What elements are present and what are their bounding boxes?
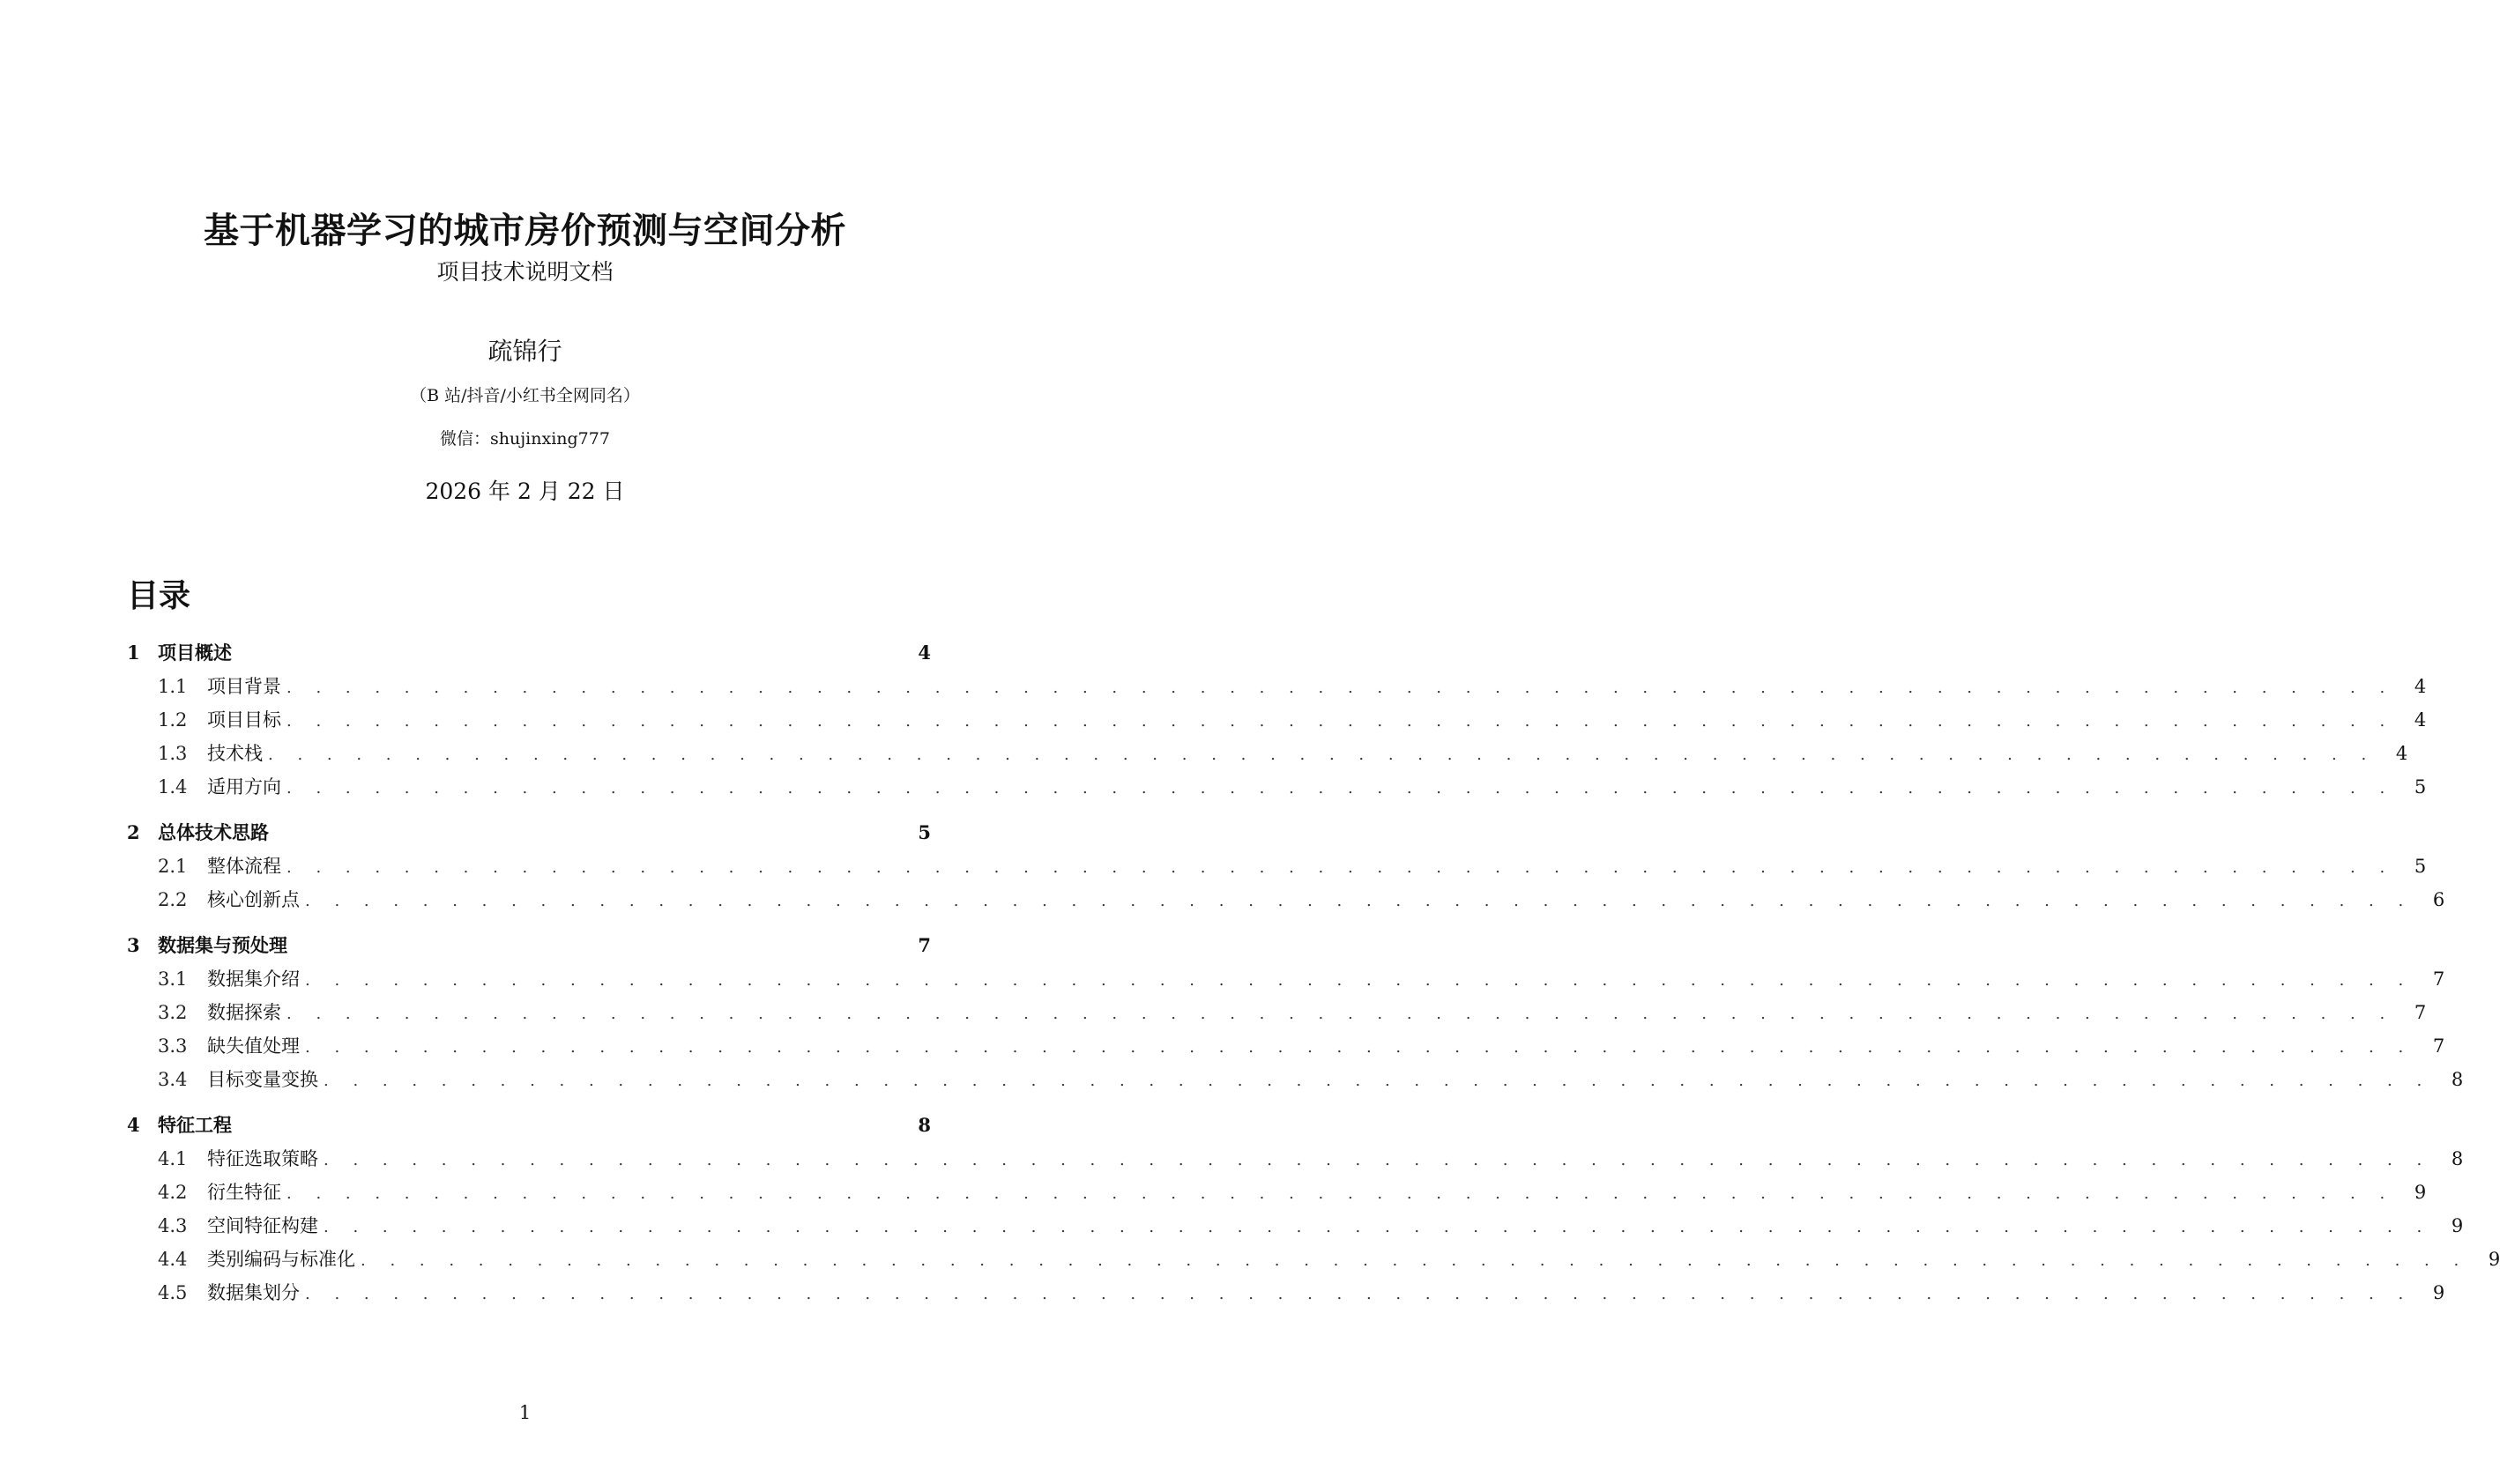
toc-subsection-page: 9: [2414, 1182, 2427, 1203]
toc-subsection-page: 5: [2414, 856, 2427, 877]
toc-subsection-page: 7: [2432, 968, 2445, 990]
toc-subsection-number: 4.2: [158, 1182, 188, 1203]
toc-section-page: 7: [918, 934, 931, 956]
toc-subsection-label: 核心创新点: [207, 889, 300, 910]
toc-section: [127, 929, 2464, 1096]
toc-subsection-page: 8: [2451, 1069, 2464, 1090]
toc-section-page: 4: [918, 642, 931, 664]
toc-heading: 目录: [127, 577, 191, 614]
toc-subsection-label: 类别编码与标准化: [207, 1249, 355, 1270]
toc-dot-leader: . . . . . . . . . . . . . . . . . . . . . . . . . . . . . . . . . . . . . . . . . . . . . . . . . . . . . . . . . . . . . . . . . . . . . . . .: [324, 1151, 2432, 1169]
toc-dot-leader: . . . . . . . . . . . . . . . . . . . . . . . . . . . . . . . . . . . . . . . . . . . . . . . . . . . . . . . . . . . . . . . . . . . . . . . .: [286, 779, 2395, 798]
document-subtitle: 项目技术说明文档: [436, 259, 614, 285]
toc-subsection-label: 衍生特征: [207, 1182, 281, 1203]
toc-section: [127, 1109, 2500, 1310]
toc-subsection-number: 2.1: [158, 856, 188, 877]
toc-entry-subsection-4-2[interactable]: [127, 1176, 2427, 1209]
toc-subsection-page: 5: [2414, 776, 2427, 798]
toc-section-label: 特征工程: [158, 1114, 232, 1136]
toc-subsection-number: 3.2: [158, 1002, 188, 1023]
toc-entry-subsection-1-2[interactable]: [127, 703, 2427, 737]
toc-section-page: 8: [918, 1114, 931, 1136]
toc-entry-section-1[interactable]: [127, 636, 931, 670]
toc-section: [127, 636, 2427, 804]
toc-subsection-number: 1.4: [158, 776, 188, 798]
toc-subsection-number: 3.1: [158, 968, 188, 990]
author-name: 疏锦行: [487, 337, 562, 366]
toc-section-number: 4: [127, 1114, 140, 1136]
toc-entry-section-2[interactable]: [127, 816, 931, 850]
author-wechat: 微信：shujinxing777: [440, 429, 610, 449]
toc-dot-leader: . . . . . . . . . . . . . . . . . . . . . . . . . . . . . . . . . . . . . . . . . . . . . . . . . . . . . . . . . . . . . . . . . . . . . . . .: [286, 712, 2395, 731]
toc-dot-leader: . . . . . . . . . . . . . . . . . . . . . . . . . . . . . . . . . . . . . . . . . . . . . . . . . . . . . . . . . . . . . . . . . . . . . . . .: [286, 679, 2395, 697]
toc-subsection-label: 整体流程: [207, 856, 281, 877]
toc-section-number: 2: [127, 821, 140, 843]
document-title: 基于机器学习的城市房价预测与空间分析: [204, 210, 846, 251]
toc-section: [127, 816, 2445, 916]
toc-subsection-number: 4.4: [158, 1249, 188, 1270]
toc-entry-subsection-3-2[interactable]: [127, 996, 2427, 1029]
toc-subsection-page: 7: [2432, 1035, 2445, 1057]
toc-section-label: 数据集与预处理: [158, 934, 287, 956]
toc-subsection-number: 1.1: [158, 676, 188, 697]
toc-subsection-label: 数据集介绍: [207, 968, 300, 990]
toc-subsection-number: 4.5: [158, 1282, 188, 1303]
toc-subsection-number: 3.4: [158, 1069, 188, 1090]
toc-entry-subsection-1-4[interactable]: [127, 770, 2427, 804]
toc-entry-subsection-4-1[interactable]: [127, 1142, 2464, 1176]
toc-dot-leader: . . . . . . . . . . . . . . . . . . . . . . . . . . . . . . . . . . . . . . . . . . . . . . . . . . . . . . . . . . . . . . . . . . . . . . . .: [324, 1218, 2432, 1236]
toc-subsection-label: 适用方向: [207, 776, 281, 798]
toc-dot-leader: . . . . . . . . . . . . . . . . . . . . . . . . . . . . . . . . . . . . . . . . . . . . . . . . . . . . . . . . . . . . . . . . . . . . . . . .: [305, 892, 2414, 910]
toc-subsection-label: 目标变量变换: [207, 1069, 318, 1090]
toc-subsection-page: 9: [2488, 1249, 2500, 1270]
toc-subsection-number: 4.3: [158, 1215, 188, 1236]
toc-subsection-page: 4: [2395, 743, 2408, 764]
toc-subsection-page: 4: [2414, 676, 2427, 697]
toc-entry-section-4[interactable]: [127, 1109, 931, 1142]
toc-entry-section-3[interactable]: [127, 929, 931, 962]
toc-entry-subsection-4-3[interactable]: [127, 1209, 2464, 1243]
toc-subsection-label: 空间特征构建: [207, 1215, 318, 1236]
toc-section-number: 1: [127, 642, 140, 664]
toc-entry-subsection-2-1[interactable]: [127, 850, 2427, 883]
toc-subsection-number: 4.1: [158, 1148, 188, 1169]
toc-dot-leader: . . . . . . . . . . . . . . . . . . . . . . . . . . . . . . . . . . . . . . . . . . . . . . . . . . . . . . . . . . . . . . . . . . . . . . . .: [361, 1251, 2469, 1270]
toc-subsection-label: 技术栈: [207, 743, 263, 764]
toc-subsection-label: 数据集划分: [207, 1282, 300, 1303]
toc-subsection-page: 9: [2432, 1282, 2445, 1303]
toc-entry-subsection-3-3[interactable]: [127, 1029, 2445, 1063]
toc-section-number: 3: [127, 934, 140, 956]
toc-subsection-number: 1.3: [158, 743, 188, 764]
toc-subsection-number: 1.2: [158, 709, 188, 731]
toc-subsection-label: 特征选取策略: [207, 1148, 318, 1169]
toc-subsection-label: 项目目标: [207, 709, 281, 731]
toc-entry-subsection-1-1[interactable]: [127, 670, 2427, 703]
toc-subsection-label: 项目背景: [207, 676, 281, 697]
title-block: [0, 208, 1050, 287]
toc-entry-subsection-3-1[interactable]: [127, 962, 2445, 996]
toc-dot-leader: . . . . . . . . . . . . . . . . . . . . . . . . . . . . . . . . . . . . . . . . . . . . . . . . . . . . . . . . . . . . . . . . . . . . . . . .: [324, 1072, 2432, 1090]
toc-subsection-label: 缺失值处理: [207, 1035, 300, 1057]
toc-entry-subsection-4-4[interactable]: [127, 1243, 2500, 1276]
toc-subsection-page: 6: [2432, 889, 2445, 910]
toc-subsection-number: 3.3: [158, 1035, 188, 1057]
toc-subsection-page: 4: [2414, 709, 2427, 731]
toc-subsection-page: 9: [2451, 1215, 2464, 1236]
toc-dot-leader: . . . . . . . . . . . . . . . . . . . . . . . . . . . . . . . . . . . . . . . . . . . . . . . . . . . . . . . . . . . . . . . . . . . . . . . .: [286, 858, 2395, 877]
toc-subsection-label: 数据探索: [207, 1002, 281, 1023]
toc-entry-subsection-3-4[interactable]: [127, 1063, 2464, 1096]
toc-dot-leader: . . . . . . . . . . . . . . . . . . . . . . . . . . . . . . . . . . . . . . . . . . . . . . . . . . . . . . . . . . . . . . . . . . . . . . . .: [286, 1184, 2395, 1203]
toc-dot-leader: . . . . . . . . . . . . . . . . . . . . . . . . . . . . . . . . . . . . . . . . . . . . . . . . . . . . . . . . . . . . . . . . . . . . . . . .: [286, 1005, 2395, 1023]
toc-section-label: 总体技术思路: [158, 821, 269, 843]
toc-subsection-page: 8: [2451, 1148, 2464, 1169]
toc-dot-leader: . . . . . . . . . . . . . . . . . . . . . . . . . . . . . . . . . . . . . . . . . . . . . . . . . . . . . . . . . . . . . . . . . . . . . . . .: [305, 1038, 2414, 1057]
toc-dot-leader: . . . . . . . . . . . . . . . . . . . . . . . . . . . . . . . . . . . . . . . . . . . . . . . . . . . . . . . . . . . . . . . . . . . . . . . .: [305, 1285, 2414, 1303]
toc-entry-subsection-1-3[interactable]: [127, 737, 2408, 770]
toc-entry-subsection-4-5[interactable]: [127, 1276, 2445, 1310]
toc-subsection-number: 2.2: [158, 889, 188, 910]
author-note: （B 站/抖音/小红书全网同名）: [410, 386, 640, 405]
table-of-contents: [127, 636, 2500, 1322]
toc-dot-leader: . . . . . . . . . . . . . . . . . . . . . . . . . . . . . . . . . . . . . . . . . . . . . . . . . . . . . . . . . . . . . . . . . . . . . . . .: [268, 746, 2377, 764]
toc-dot-leader: . . . . . . . . . . . . . . . . . . . . . . . . . . . . . . . . . . . . . . . . . . . . . . . . . . . . . . . . . . . . . . . . . . . . . . . .: [305, 971, 2414, 990]
toc-subsection-page: 7: [2414, 1002, 2427, 1023]
toc-section-page: 5: [918, 821, 931, 843]
document-date: 2026 年 2 月 22 日: [425, 479, 625, 504]
toc-section-label: 项目概述: [158, 642, 232, 664]
page-number: 1: [518, 1402, 532, 1423]
toc-entry-subsection-2-2[interactable]: [127, 883, 2445, 916]
